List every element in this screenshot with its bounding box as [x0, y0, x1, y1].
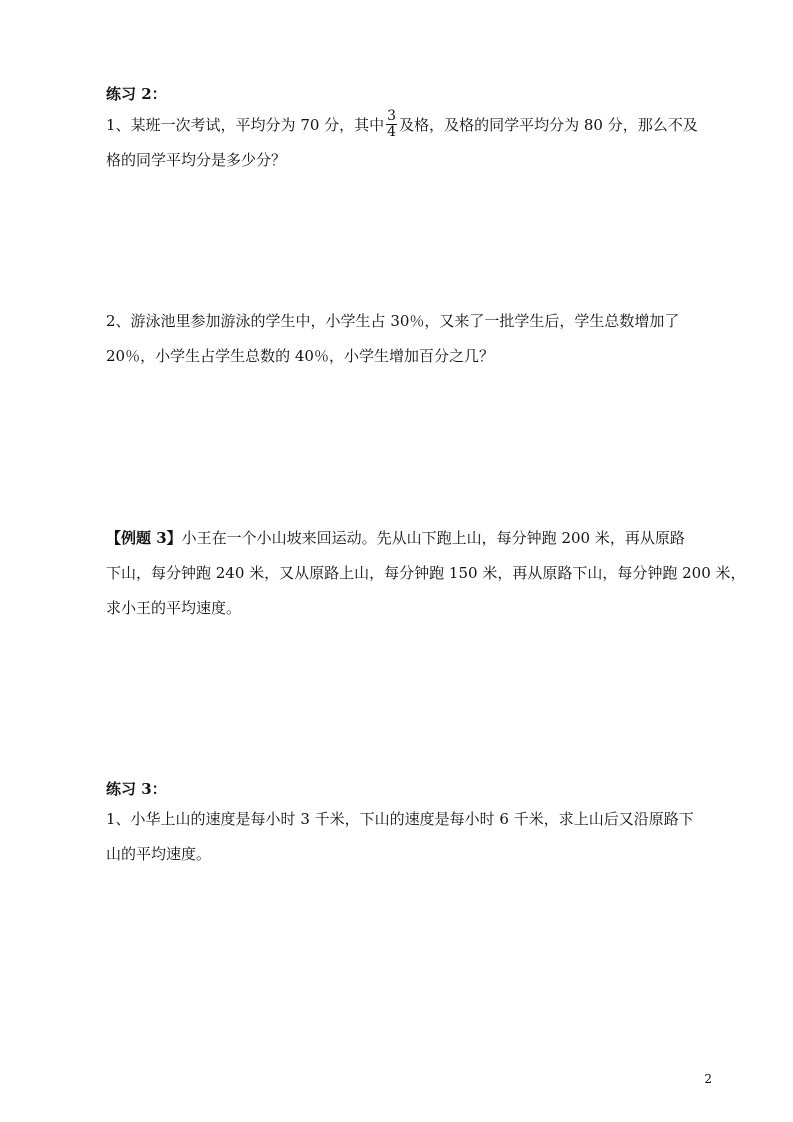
question-text: 1、某班一次考试，平均分为 70 分，其中 [106, 116, 385, 134]
fraction-numerator: 3 [387, 107, 397, 124]
example-3-label: 【例题 3】 [106, 529, 182, 547]
question-line: 20％，小学生占学生总数的 40％，小学生增加百分之几？ [106, 347, 494, 365]
question-text: 小王在一个小山坡来回运动。先从山下跑上山，每分钟跑 200 米，再从原路 [181, 529, 685, 547]
exercise-3-heading: 练习 3： [106, 780, 167, 798]
question-text: 及格，及格的同学平均分为 80 分，那么不及 [399, 116, 698, 134]
question-line [106, 108, 722, 143]
question-line: 山的平均速度。 [106, 845, 212, 863]
example-3 [106, 521, 746, 626]
question-line: 求小王的平均速度。 [106, 599, 242, 617]
exercise-2-question-2 [106, 304, 722, 374]
exercise-2-question-1 [106, 108, 722, 178]
exercise-2-heading: 练习 2： [106, 85, 167, 103]
fraction-three-quarters [386, 109, 397, 140]
question-line [106, 521, 722, 556]
page-number: 2 [704, 1072, 712, 1086]
fraction-denominator: 4 [387, 123, 397, 140]
question-line: 1、小华上山的速度是每小时 3 千米，下山的速度是每小时 6 千米，求上山后又沿原路下 [106, 810, 694, 828]
question-line: 下山，每分钟跑 240 米，又从原路上山，每分钟跑 150 米，再从原路下山，每分钟跑 200 米， [106, 564, 746, 582]
question-line: 2、游泳池里参加游泳的学生中，小学生占 30％，又来了一批学生后，学生总数增加了 [106, 312, 680, 330]
question-line: 格的同学平均分是多少分？ [106, 151, 287, 169]
exercise-3-question-1 [106, 802, 722, 872]
